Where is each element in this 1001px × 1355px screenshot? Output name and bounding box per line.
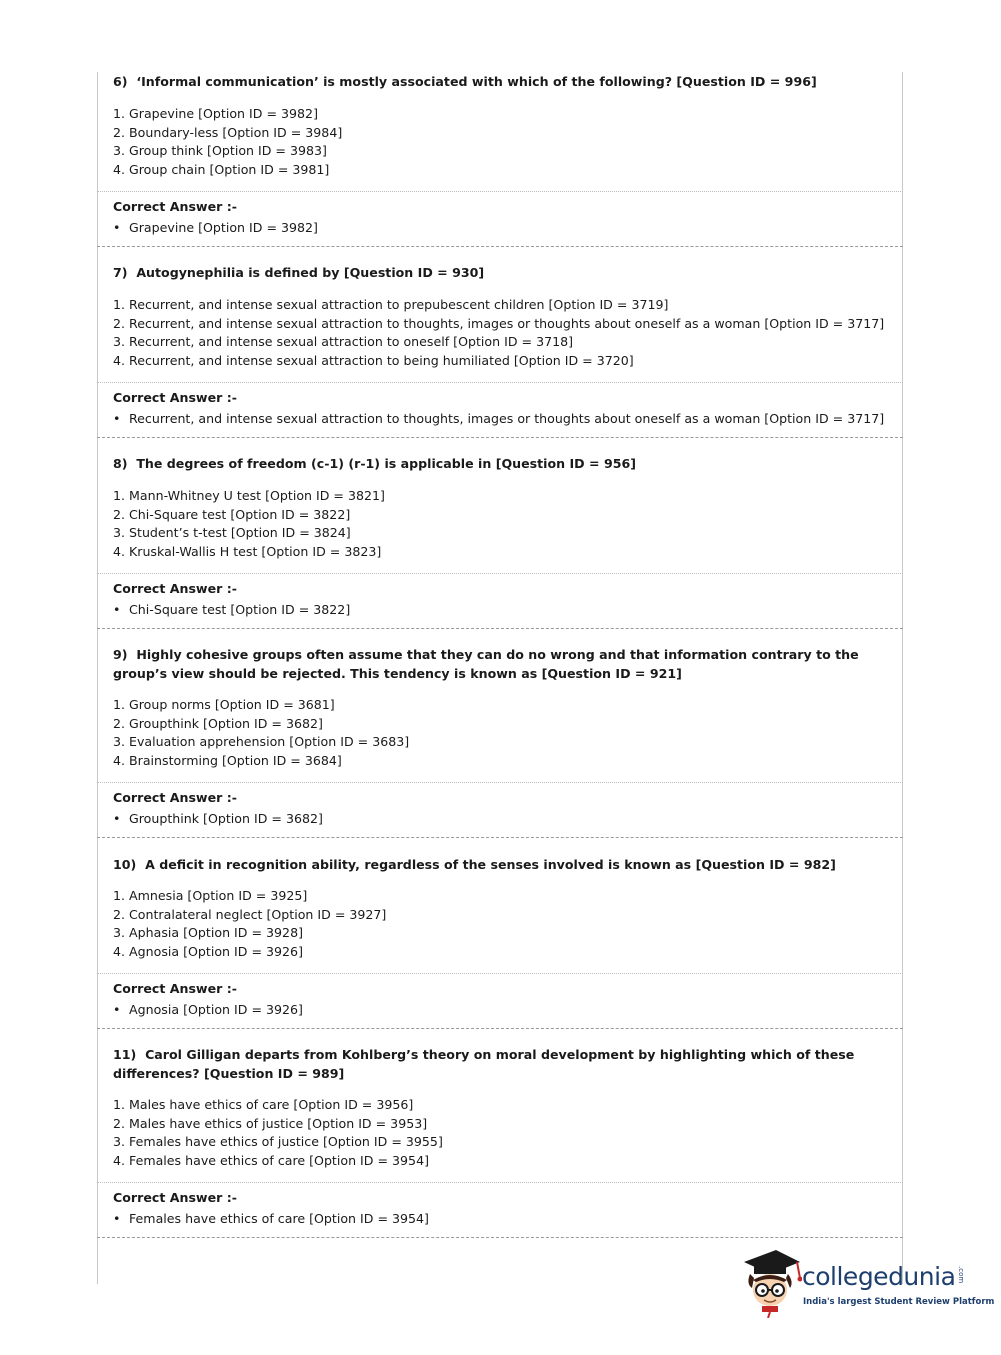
option-item: 2. Contralateral neglect [Option ID = 3927]	[113, 906, 387, 922]
collegedunia-logo	[740, 1248, 995, 1318]
brand-tagline: India's largest Student Review Platform	[803, 1297, 995, 1307]
options-list	[113, 696, 409, 770]
options-list	[113, 105, 342, 179]
question-separator	[97, 837, 903, 838]
divider	[97, 1182, 903, 1183]
divider	[97, 191, 903, 192]
divider	[97, 782, 903, 783]
correct-answer-label: Correct Answer :-	[113, 390, 237, 405]
question-separator	[97, 628, 903, 629]
option-item: 3. Females have ethics of justice [Option ID = 3955]	[113, 1134, 443, 1150]
question-text: 10) A deficit in recognition ability, regardless of the senses involved is known as [Question ID = 982]	[113, 857, 836, 872]
correct-answer-value: • Females have ethics of care [Option ID = 3954]	[113, 1211, 429, 1226]
options-list	[113, 887, 386, 961]
option-item: 3. Evaluation apprehension [Option ID = 3683]	[113, 734, 410, 750]
correct-answer-label: Correct Answer :-	[113, 581, 237, 596]
question-text: 11) Carol Gilligan departs from Kohlberg’s theory on moral development by highlighting which of these differences? [Question ID = 989]	[113, 1047, 855, 1081]
option-item: 1. Recurrent, and intense sexual attraction to prepubescent children [Option ID = 3719]	[113, 297, 669, 312]
question-text: 9) Highly cohesive groups often assume that they can do no wrong and that information contrary to the group’s view should be rejected. This tendency is known as [Question ID = 921]	[113, 647, 859, 681]
brand-domain: .com	[957, 1266, 965, 1284]
option-item: 2. Recurrent, and intense sexual attraction to thoughts, images or thoughts about oneself as a woman [Option ID = 3717]	[113, 315, 885, 331]
options-list	[113, 487, 385, 561]
correct-answer-value: • Recurrent, and intense sexual attraction to thoughts, images or thoughts about oneself as a woman [Option ID = 3717]	[113, 411, 885, 426]
correct-answer-label: Correct Answer :-	[113, 1190, 237, 1205]
option-item: 1. Amnesia [Option ID = 3925]	[113, 888, 308, 903]
correct-answer-label: Correct Answer :-	[113, 981, 237, 996]
options-list	[113, 296, 884, 370]
option-item: 1. Males have ethics of care [Option ID = 3956]	[113, 1097, 414, 1112]
option-item: 3. Student’s t-test [Option ID = 3824]	[113, 525, 351, 541]
option-item: 4. Kruskal-Wallis H test [Option ID = 3823]	[113, 543, 382, 559]
option-item: 4. Females have ethics of care [Option ID = 3954]	[113, 1152, 429, 1168]
correct-answer-value: • Agnosia [Option ID = 3926]	[113, 1002, 303, 1017]
correct-answer-value: • Groupthink [Option ID = 3682]	[113, 811, 323, 826]
option-item: 4. Recurrent, and intense sexual attraction to being humiliated [Option ID = 3720]	[113, 352, 634, 368]
correct-answer-label: Correct Answer :-	[113, 199, 237, 214]
question-separator	[97, 246, 903, 247]
correct-answer-label: Correct Answer :-	[113, 790, 237, 805]
option-item: 4. Agnosia [Option ID = 3926]	[113, 943, 303, 959]
correct-answer-value: • Chi-Square test [Option ID = 3822]	[113, 602, 351, 617]
question-text: 8) The degrees of freedom (c-1) (r-1) is applicable in [Question ID = 956]	[113, 456, 637, 471]
divider	[97, 973, 903, 974]
correct-answer-value: • Grapevine [Option ID = 3982]	[113, 220, 318, 235]
option-item: 2. Groupthink [Option ID = 3682]	[113, 715, 323, 731]
question-text: 6) ‘Informal communication’ is mostly associated with which of the following? [Question ID = 996]	[113, 74, 817, 89]
option-item: 4. Group chain [Option ID = 3981]	[113, 161, 330, 177]
option-item: 3. Recurrent, and intense sexual attraction to oneself [Option ID = 3718]	[113, 334, 574, 350]
mascot-graduate-icon	[740, 1248, 802, 1318]
question-separator	[97, 1237, 903, 1238]
question-separator	[97, 1028, 903, 1029]
option-item: 3. Aphasia [Option ID = 3928]	[113, 925, 303, 941]
divider	[97, 382, 903, 383]
brand-name: collegedunia	[802, 1262, 956, 1291]
option-item: 2. Boundary-less [Option ID = 3984]	[113, 124, 343, 140]
option-item: 1. Group norms [Option ID = 3681]	[113, 697, 335, 712]
option-item: 2. Chi-Square test [Option ID = 3822]	[113, 506, 351, 522]
question-separator	[97, 437, 903, 438]
option-item: 3. Group think [Option ID = 3983]	[113, 143, 327, 159]
option-item: 1. Mann-Whitney U test [Option ID = 3821]	[113, 488, 385, 503]
divider	[97, 573, 903, 574]
option-item: 2. Males have ethics of justice [Option ID = 3953]	[113, 1115, 428, 1131]
option-item: 4. Brainstorming [Option ID = 3684]	[113, 752, 342, 768]
options-list	[113, 1096, 443, 1170]
question-text: 7) Autogynephilia is defined by [Question ID = 930]	[113, 265, 485, 280]
option-item: 1. Grapevine [Option ID = 3982]	[113, 106, 318, 121]
